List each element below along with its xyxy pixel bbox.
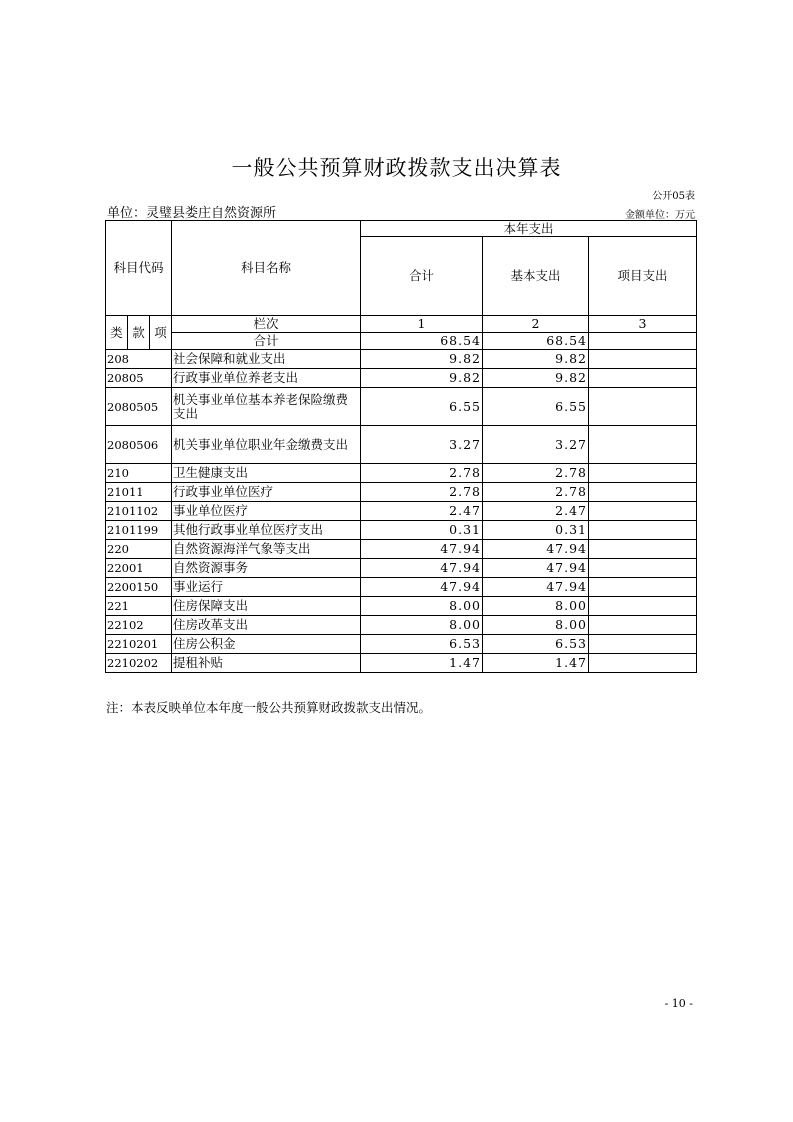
row-code: 21011 (106, 483, 172, 502)
table-row (106, 464, 697, 483)
table-row (106, 502, 697, 521)
table-row (106, 540, 697, 559)
row-total: 47.94 (361, 578, 483, 597)
row-project (589, 559, 697, 578)
money-unit-label: 金额单位：万元 (625, 210, 695, 221)
total-row-project (589, 333, 697, 350)
row-code: 221 (106, 597, 172, 616)
row-name: 住房改革支出 (172, 616, 361, 635)
row-name: 机关事业单位基本养老保险缴费支出 (172, 388, 361, 426)
row-project (589, 369, 697, 388)
header-basic: 基本支出 (483, 237, 589, 316)
form-number: 公开05表 (652, 191, 695, 202)
header-total: 合计 (361, 237, 483, 316)
row-project (589, 654, 697, 673)
row-total: 47.94 (361, 540, 483, 559)
header-subject-name: 科目名称 (172, 221, 361, 316)
table-row (106, 597, 697, 616)
row-name: 事业运行 (172, 578, 361, 597)
row-name: 住房保障支出 (172, 597, 361, 616)
row-name: 行政事业单位医疗 (172, 483, 361, 502)
row-name: 其他行政事业单位医疗支出 (172, 521, 361, 540)
row-basic: 2.78 (483, 483, 589, 502)
row-basic: 9.82 (483, 369, 589, 388)
row-project (589, 540, 697, 559)
page-number: - 10 - (664, 997, 693, 1010)
row-total: 6.53 (361, 635, 483, 654)
header-column-no: 栏次 (172, 316, 361, 333)
row-project (589, 483, 697, 502)
row-project (589, 597, 697, 616)
header-subject-code: 科目代码 (106, 221, 172, 316)
row-code: 220 (106, 540, 172, 559)
table-row (106, 426, 697, 464)
row-code: 208 (106, 350, 172, 369)
row-total: 9.82 (361, 350, 483, 369)
row-name: 自然资源海洋气象等支出 (172, 540, 361, 559)
row-code: 2080505 (106, 388, 172, 426)
row-total: 3.27 (361, 426, 483, 464)
row-project (589, 616, 697, 635)
total-row-label: 合计 (172, 333, 361, 350)
table-row (106, 578, 697, 597)
row-total: 6.55 (361, 388, 483, 426)
row-total: 47.94 (361, 559, 483, 578)
row-basic: 8.00 (483, 597, 589, 616)
row-code: 2200150 (106, 578, 172, 597)
header-project: 项目支出 (589, 237, 697, 316)
table-row (106, 521, 697, 540)
row-basic: 9.82 (483, 350, 589, 369)
row-name: 卫生健康支出 (172, 464, 361, 483)
row-basic: 0.31 (483, 521, 589, 540)
row-code: 2080506 (106, 426, 172, 464)
row-code: 2101199 (106, 521, 172, 540)
row-total: 1.47 (361, 654, 483, 673)
header-lei: 类 (106, 316, 128, 350)
table-row (106, 483, 697, 502)
row-code: 210 (106, 464, 172, 483)
row-project (589, 464, 697, 483)
row-code: 20805 (106, 369, 172, 388)
row-name: 事业单位医疗 (172, 502, 361, 521)
row-project (589, 635, 697, 654)
row-code: 2101102 (106, 502, 172, 521)
row-project (589, 350, 697, 369)
table-row (106, 616, 697, 635)
row-project (589, 426, 697, 464)
expenditure-table (105, 220, 697, 673)
row-code: 2210202 (106, 654, 172, 673)
row-project (589, 388, 697, 426)
row-basic: 8.00 (483, 616, 589, 635)
table-row (106, 635, 697, 654)
row-total: 8.00 (361, 597, 483, 616)
row-basic: 47.94 (483, 578, 589, 597)
row-code: 22102 (106, 616, 172, 635)
row-code: 22001 (106, 559, 172, 578)
row-name: 行政事业单位养老支出 (172, 369, 361, 388)
row-project (589, 502, 697, 521)
table-row (106, 559, 697, 578)
row-code: 2210201 (106, 635, 172, 654)
row-basic: 2.47 (483, 502, 589, 521)
row-name: 提租补贴 (172, 654, 361, 673)
row-total: 2.78 (361, 483, 483, 502)
header-col3: 3 (589, 316, 697, 333)
row-name: 社会保障和就业支出 (172, 350, 361, 369)
table-row (106, 388, 697, 426)
table-row (106, 369, 697, 388)
row-basic: 1.47 (483, 654, 589, 673)
row-name: 机关事业单位职业年金缴费支出 (172, 426, 361, 464)
header-col2: 2 (483, 316, 589, 333)
header-current-year: 本年支出 (361, 221, 697, 237)
row-total: 8.00 (361, 616, 483, 635)
row-basic: 2.78 (483, 464, 589, 483)
footnote: 注：本表反映单位本年度一般公共预算财政拨款支出情况。 (106, 700, 432, 715)
table-row (106, 654, 697, 673)
total-row-basic: 68.54 (483, 333, 589, 350)
row-name: 自然资源事务 (172, 559, 361, 578)
header-col1: 1 (361, 316, 483, 333)
row-name: 住房公积金 (172, 635, 361, 654)
row-basic: 47.94 (483, 540, 589, 559)
header-kuan: 款 (128, 316, 150, 350)
page-title: 一般公共预算财政拨款支出决算表 (231, 156, 562, 180)
row-basic: 6.55 (483, 388, 589, 426)
row-basic: 47.94 (483, 559, 589, 578)
row-basic: 3.27 (483, 426, 589, 464)
header-xiang: 项 (150, 316, 172, 350)
row-total: 0.31 (361, 521, 483, 540)
row-basic: 6.53 (483, 635, 589, 654)
unit-label: 单位：灵璧县娄庄自然资源所 (107, 206, 277, 221)
total-row-total: 68.54 (361, 333, 483, 350)
row-total: 2.78 (361, 464, 483, 483)
row-project (589, 578, 697, 597)
table-row (106, 350, 697, 369)
row-total: 9.82 (361, 369, 483, 388)
row-total: 2.47 (361, 502, 483, 521)
row-project (589, 521, 697, 540)
